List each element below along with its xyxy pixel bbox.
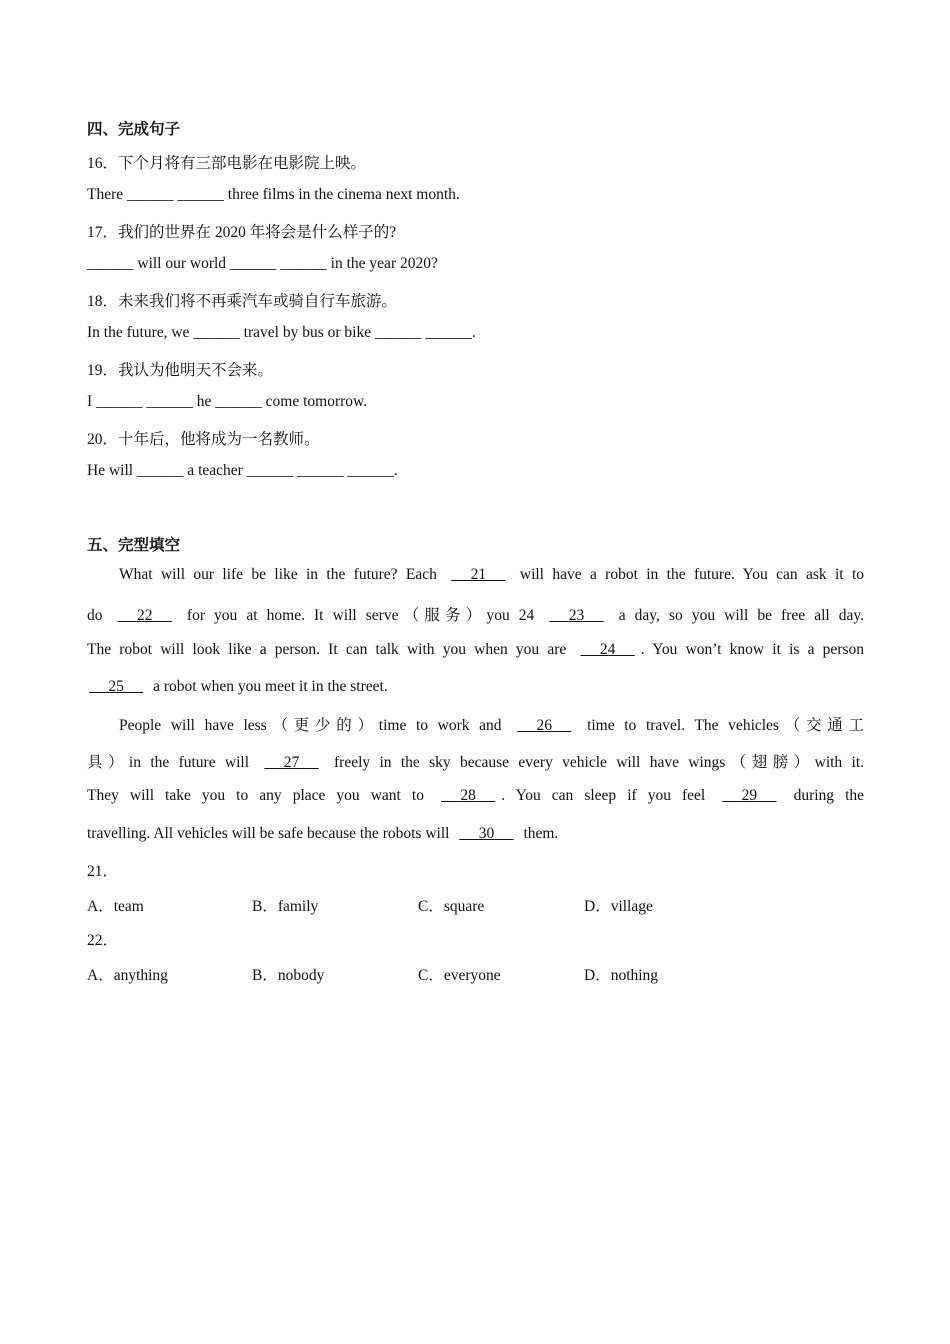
blank-27: 27 — [283, 754, 300, 771]
section-5-heading: 五、完型填空 — [87, 537, 181, 554]
passage-text: . You can sleep if you feel — [501, 787, 706, 804]
passage-line-2 — [87, 603, 864, 625]
blank-24: 24 — [599, 641, 616, 658]
q16-chinese: 16．下个月将有三部电影在电影院上映。 — [87, 155, 367, 172]
blank-21: 21 — [470, 566, 487, 583]
q21-option-a[interactable]: A．team — [87, 898, 144, 915]
passage-text: them. — [523, 825, 559, 842]
passage-text: freely in the sky because every vehicle will have wings（翅膀）with it. — [334, 754, 865, 771]
blank-23: 23 — [568, 607, 585, 624]
blank-25: 25 — [108, 678, 124, 695]
passage-line-1 — [119, 566, 864, 584]
blank-22: 22 — [136, 607, 153, 624]
q22-option-b[interactable]: B．nobody — [252, 967, 325, 984]
blank-29: 29 — [741, 787, 758, 804]
q16-english: There ______ ______ three films in the cinema next month. — [87, 186, 460, 203]
passage-text: 具）in the future will — [87, 754, 250, 771]
q22-option-c[interactable]: C．everyone — [418, 967, 501, 984]
q18-chinese: 18．未来我们将不再乘汽车或骑自行车旅游。 — [87, 293, 398, 310]
passage-line-7 — [87, 787, 864, 805]
section-4-heading: 四、完成句子 — [87, 121, 181, 138]
passage-text: do — [87, 607, 103, 624]
passage-line-5 — [119, 713, 864, 735]
q19-chinese: 19．我认为他明天不会来。 — [87, 362, 274, 379]
q21-option-b[interactable]: B．family — [252, 898, 319, 915]
q17-english: ______ will our world ______ ______ in the year 2020? — [87, 255, 438, 272]
q20-english: He will ______ a teacher ______ ______ ______. — [87, 462, 398, 479]
q21-option-c[interactable]: C．square — [418, 898, 485, 915]
passage-text: The robot will look like a person. It can talk with you when you are — [87, 641, 567, 658]
q18-english: In the future, we ______ travel by bus or bike ______ ______. — [87, 324, 476, 341]
passage-text: a robot when you meet it in the street. — [153, 678, 388, 695]
passage-text: will have a robot in the future. You can ask it to — [519, 566, 865, 583]
passage-text: time to travel. The vehicles（交通工 — [587, 717, 865, 734]
blank-28: 28 — [460, 787, 476, 804]
passage-line-4 — [83, 678, 860, 696]
q21-option-d[interactable]: D．village — [584, 898, 653, 915]
q19-english: I ______ ______ he ______ come tomorrow. — [87, 393, 368, 410]
q22-option-a[interactable]: A．anything — [87, 967, 168, 984]
passage-text: They will take you to any place you want to — [87, 787, 424, 804]
q20-chinese: 20．十年后，他将成为一名教师。 — [87, 431, 320, 448]
passage-text: What will our life be like in the future? Each — [119, 566, 437, 583]
q17-chinese: 17．我们的世界在 2020 年将会是什么样子的? — [87, 224, 397, 241]
passage-text: . You won’t know it is a person — [640, 641, 865, 658]
passage-text: during the — [793, 787, 865, 804]
passage-text: People will have less（更少的）time to work and — [119, 717, 502, 734]
blank-30: 30 — [478, 825, 495, 842]
q22-option-d[interactable]: D．nothing — [584, 967, 659, 984]
question-21-number: 21． — [87, 863, 119, 880]
question-22-number: 22． — [87, 932, 119, 949]
passage-line-3 — [87, 641, 864, 659]
blank-26: 26 — [536, 717, 553, 734]
passage-text: for you at home. It will serve（服务）you 24 — [186, 607, 535, 624]
passage-text: a day, so you will be free all day. — [618, 607, 865, 624]
passage-text: travelling. All vehicles will be safe because the robots will — [87, 825, 450, 842]
passage-line-8 — [87, 825, 864, 843]
passage-line-6 — [87, 750, 864, 772]
